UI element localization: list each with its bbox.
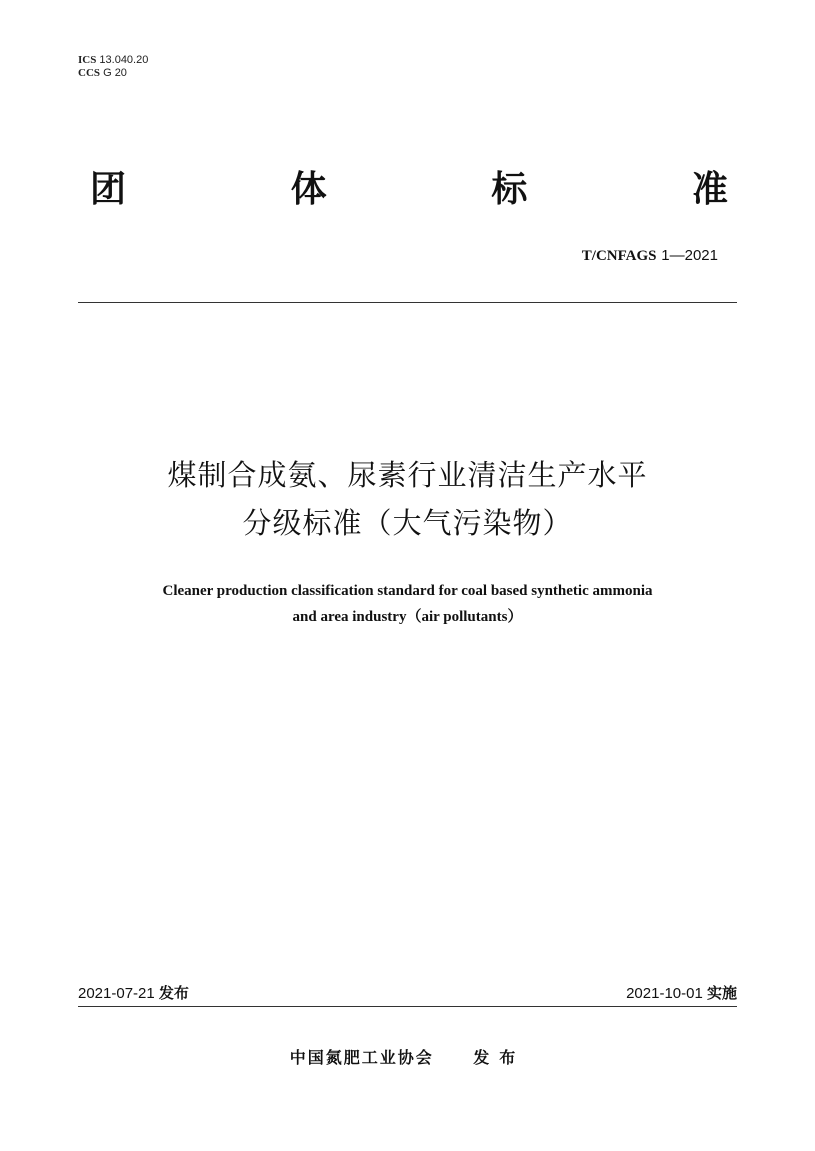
standard-code bbox=[582, 246, 718, 265]
chinese-title-line-1: 煤制合成氨、尿素行业清洁生产水平 bbox=[167, 458, 648, 492]
ccs-label: CCS bbox=[78, 67, 101, 79]
issue-date bbox=[78, 983, 189, 1004]
standard-code-prefix: T/CNFAGS bbox=[581, 248, 657, 264]
ccs-code bbox=[78, 67, 148, 80]
ccs-value: G 20 bbox=[103, 67, 127, 79]
standard-type-heading bbox=[90, 168, 728, 212]
standard-type-char: 团 bbox=[90, 169, 127, 210]
english-title-line-2: and area industry（air pollutants） bbox=[292, 609, 523, 625]
ics-value: 13.040.20 bbox=[99, 54, 149, 66]
implementation-date bbox=[626, 983, 737, 1004]
chinese-title-line-2: 分级标准（大气污染物） bbox=[242, 506, 573, 540]
classification-codes bbox=[78, 54, 148, 80]
issue-date-value: 2021-07-21 bbox=[78, 985, 155, 1002]
footer-divider bbox=[78, 1006, 737, 1007]
ics-code bbox=[78, 54, 148, 67]
header-divider bbox=[78, 302, 737, 303]
ics-label: ICS bbox=[78, 54, 97, 66]
publisher bbox=[0, 1047, 815, 1069]
standard-type-char: 标 bbox=[491, 169, 528, 210]
implementation-date-label: 实施 bbox=[706, 984, 737, 1002]
chinese-title bbox=[0, 451, 815, 547]
publisher-organization: 中国氮肥工业协会 bbox=[289, 1048, 434, 1067]
publisher-action: 发布 bbox=[473, 1048, 526, 1067]
standard-type-char: 体 bbox=[290, 169, 327, 210]
implementation-date-value: 2021-10-01 bbox=[626, 985, 703, 1002]
standard-type-char: 准 bbox=[691, 169, 728, 210]
issue-date-label: 发布 bbox=[158, 984, 189, 1002]
english-title-line-1: Cleaner production classification standard for coal based synthetic ammonia bbox=[162, 583, 653, 599]
english-title bbox=[40, 578, 775, 630]
standard-code-number: 1—2021 bbox=[661, 247, 718, 264]
